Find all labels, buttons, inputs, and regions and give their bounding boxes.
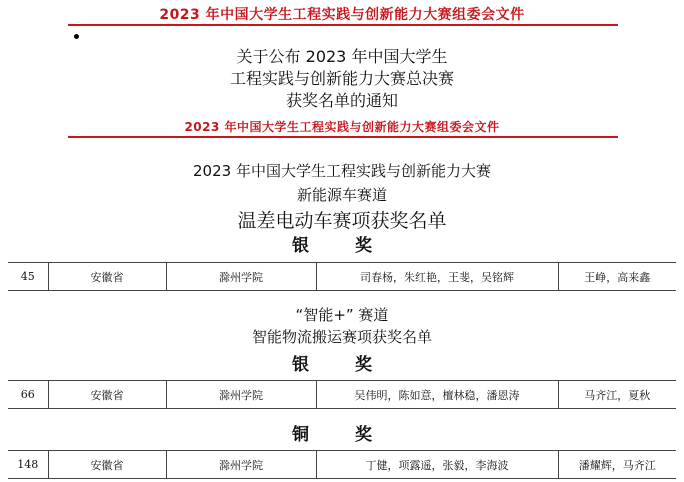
award-table-1	[8, 262, 676, 291]
bullet-dot	[74, 34, 79, 39]
province-cell: 安徽省	[48, 381, 166, 409]
advisors-cell: 马齐江，夏秋	[558, 381, 676, 409]
award-heading-bronze: 铜 奖	[292, 425, 392, 445]
row-number: 45	[8, 263, 48, 291]
table-row	[8, 451, 676, 479]
advisors-cell: 潘耀辉，马齐江	[558, 451, 676, 479]
top-banner: 2023 年中国大学生工程实践与创新能力大赛组委会文件	[159, 7, 525, 23]
event-title-logistics: 智能物流搬运赛项获奖名单	[251, 328, 432, 346]
notice-title-line-3: 获奖名单的通知	[285, 91, 398, 110]
school-cell: 滁州学院	[166, 451, 316, 479]
school-cell: 滁州学院	[166, 263, 316, 291]
second-red-rule	[68, 136, 618, 138]
students-cell: 丁健，项露遥，张毅，李海波	[316, 451, 558, 479]
competition-title: 2023 年中国大学生工程实践与创新能力大赛	[193, 162, 491, 180]
notice-title-line-1: 关于公布 2023 年中国大学生	[236, 47, 448, 66]
track-title-new-energy: 新能源车赛道	[296, 186, 387, 204]
award-table-2	[8, 380, 676, 409]
top-red-rule	[68, 24, 618, 26]
row-number: 66	[8, 381, 48, 409]
second-banner: 2023 年中国大学生工程实践与创新能力大赛组委会文件	[184, 120, 500, 134]
event-title-thermoelectric: 温差电动车赛项获奖名单	[237, 210, 447, 232]
students-cell: 司春杨，朱红艳，王斐，吴铭辉	[316, 263, 558, 291]
row-number: 148	[8, 451, 48, 479]
track-title-smart-plus: “智能+” 赛道	[295, 306, 389, 324]
school-cell: 滁州学院	[166, 381, 316, 409]
table-row	[8, 381, 676, 409]
advisors-cell: 王峥，高来鑫	[558, 263, 676, 291]
award-heading-silver-1: 银 奖	[292, 236, 392, 256]
award-heading-silver-2: 银 奖	[292, 355, 392, 375]
students-cell: 吴伟明，陈如意，檀林稳，潘恩涛	[316, 381, 558, 409]
province-cell: 安徽省	[48, 451, 166, 479]
table-row	[8, 263, 676, 291]
award-table-3	[8, 450, 676, 479]
province-cell: 安徽省	[48, 263, 166, 291]
notice-title-line-2: 工程实践与创新能力大赛总决赛	[229, 69, 454, 88]
